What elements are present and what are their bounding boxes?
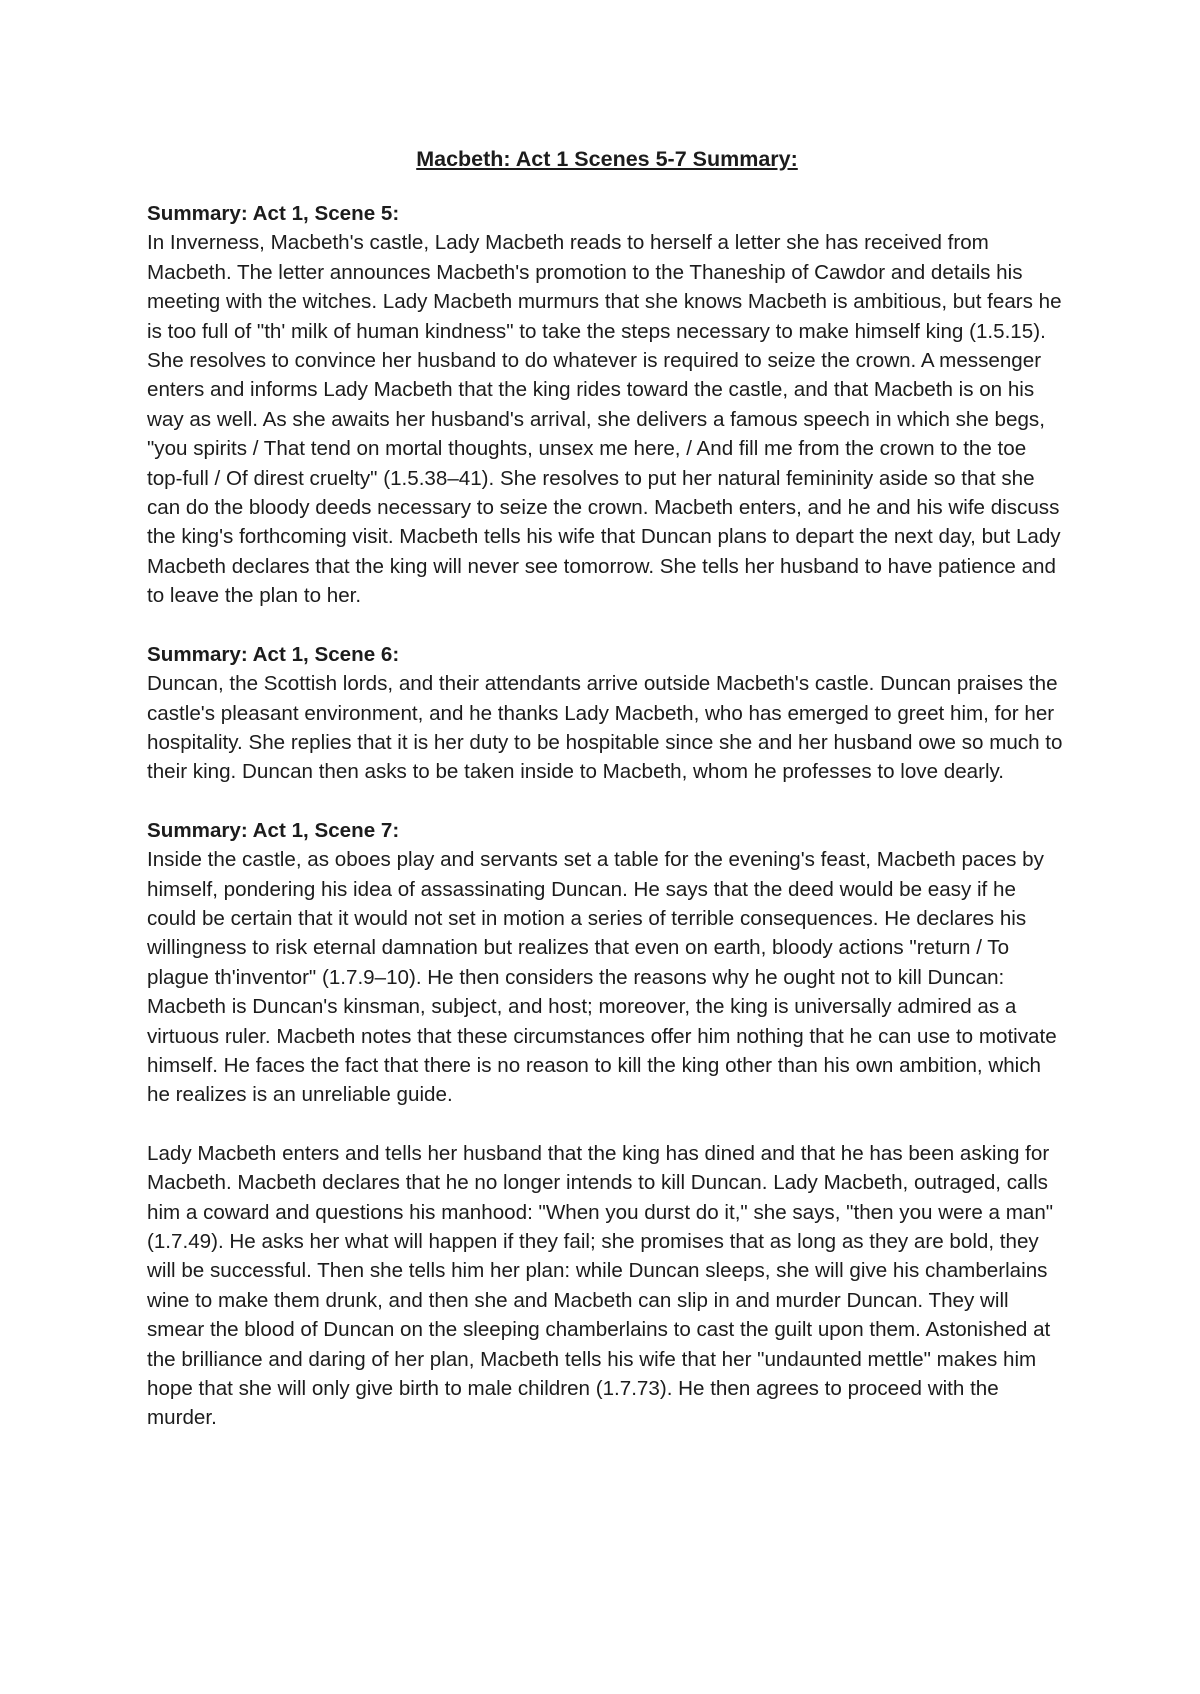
section-paragraph: Lady Macbeth enters and tells her husband that the king has dined and that he has been asking for Macbeth. Macbeth declares that he no longer intends to kill Duncan. Lady Macbeth, outraged, calls him a coward and questions his manhood: "When you durst do it," she says, "then you were a man" (1.7.49). He asks her what will happen if they fail; she promises that as long as they are bold, they will be successful. Then she tells him her plan: while Duncan sleeps, she will give his chamberlains wine to make them drunk, and then she and Macbeth can slip in and murder Duncan. They will smear the blood of Duncan on the sleeping chamberlains to cast the guilt upon them. Astonished at the brilliance and daring of her plan, Macbeth tells his wife that her "undaunted mettle" makes him hope that she will only give birth to male children (1.7.73). He then agrees to proceed with the murder. — [147, 1141, 1054, 1430]
section-paragraph: In Inverness, Macbeth's castle, Lady Macbeth reads to herself a letter she has received from Macbeth. The letter announces Macbeth's promotion to the Thaneship of Cawdor and details his meeting with the witches. Lady Macbeth murmurs that she knows Macbeth is ambitious, but fears he is too full of "th' milk of human kindness" to take the steps necessary to make himself king (1.5.15). She resolves to convince her husband to do whatever is required to seize the crown. A messenger enters and informs Lady Macbeth that the king rides toward the castle, and that Macbeth is on his way as well. As she awaits her husband's arrival, she delivers a famous speech in which she begs, "you spirits / That tend on mortal thoughts, unsex me here, / And fill me from the crown to the toe top-full / Of direst cruelty" (1.5.38–41). She resolves to put her natural femininity aside so that she can do the bloody deeds necessary to seize the crown. Macbeth enters, and he and his wife discuss the king's forthcoming visit. Macbeth tells his wife that Duncan plans to depart the next day, but Lady Macbeth declares that the king will never see tomorrow. She tells her husband to have patience and to leave the plan to her. — [147, 231, 1062, 608]
section-heading: Summary: Act 1, Scene 7: — [147, 818, 400, 842]
section-scene-7 — [147, 816, 1067, 1433]
document-page — [147, 144, 1067, 1462]
section-scene-5 — [147, 199, 1067, 611]
paragraph-spacer — [147, 1110, 1067, 1139]
document-title: Macbeth: Act 1 Scenes 5-7 Summary: — [416, 147, 798, 171]
section-heading: Summary: Act 1, Scene 6: — [147, 642, 400, 666]
section-scene-6 — [147, 640, 1067, 787]
section-paragraph: Duncan, the Scottish lords, and their attendants arrive outside Macbeth's castle. Duncan praises the castle's pleasant environment, and he thanks Lady Macbeth, who has emerged to greet him, for her hospitality. She replies that it is her duty to be hospitable since she and her husband owe so much to their king. Duncan then asks to be taken inside to Macbeth, whom he professes to love dearly. — [147, 672, 1063, 784]
section-paragraph: Inside the castle, as oboes play and servants set a table for the evening's feast, Macbeth paces by himself, pondering his idea of assassinating Duncan. He says that the deed would be easy if he could be certain that it would not set in motion a series of terrible consequences. He declares his willingness to risk eternal damnation but realizes that even on earth, bloody actions "return / To plague th'inventor" (1.7.9–10). He then considers the reasons why he ought not to kill Duncan: Macbeth is Duncan's kinsman, subject, and host; moreover, the king is universally admired as a virtuous ruler. Macbeth notes that these circumstances offer him nothing that he can use to motivate himself. He faces the fact that there is no reason to kill the king other than his own ambition, which he realizes is an unreliable guide. — [147, 848, 1057, 1107]
section-heading: Summary: Act 1, Scene 5: — [147, 202, 400, 225]
